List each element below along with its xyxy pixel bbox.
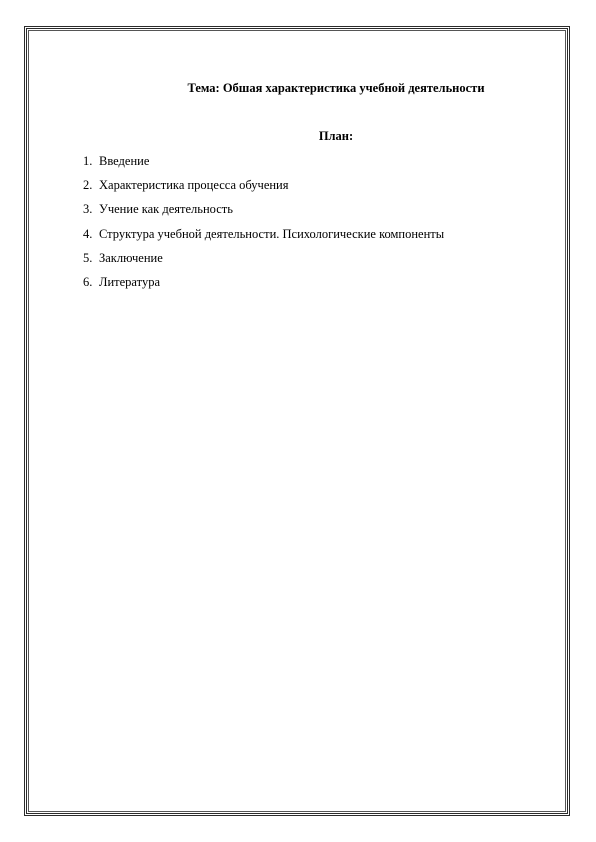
- plan-list: [83, 152, 444, 297]
- plan-item-literature: [83, 273, 444, 297]
- plan-heading: План:: [318, 129, 354, 143]
- plan-item-structure: [83, 225, 444, 249]
- plan-item-text: Структура учебной деятельности. Психологические компоненты: [99, 226, 445, 241]
- plan-item-number: 5.: [83, 250, 93, 265]
- plan-item-number: 6.: [83, 274, 93, 289]
- plan-item-learning-as-activity: [83, 200, 444, 224]
- plan-item-text: Заключение: [99, 250, 163, 265]
- plan-item-number: 1.: [83, 154, 93, 168]
- plan-item-text: Литература: [99, 274, 160, 289]
- document-title: Тема: Обшая характеристика учебной деятельности: [187, 81, 485, 95]
- page-border-frame: [24, 26, 570, 816]
- plan-item-introduction: [83, 152, 444, 176]
- plan-item-number: 3.: [83, 202, 93, 217]
- plan-item-number: 2.: [83, 178, 93, 193]
- plan-item-text: Введение: [99, 154, 150, 168]
- plan-item-learning-process: [83, 176, 444, 200]
- plan-item-number: 4.: [83, 226, 93, 241]
- plan-item-text: Характеристика процесса обучения: [99, 178, 289, 193]
- plan-item-text: Учение как деятельность: [99, 202, 233, 217]
- plan-item-conclusion: [83, 249, 444, 273]
